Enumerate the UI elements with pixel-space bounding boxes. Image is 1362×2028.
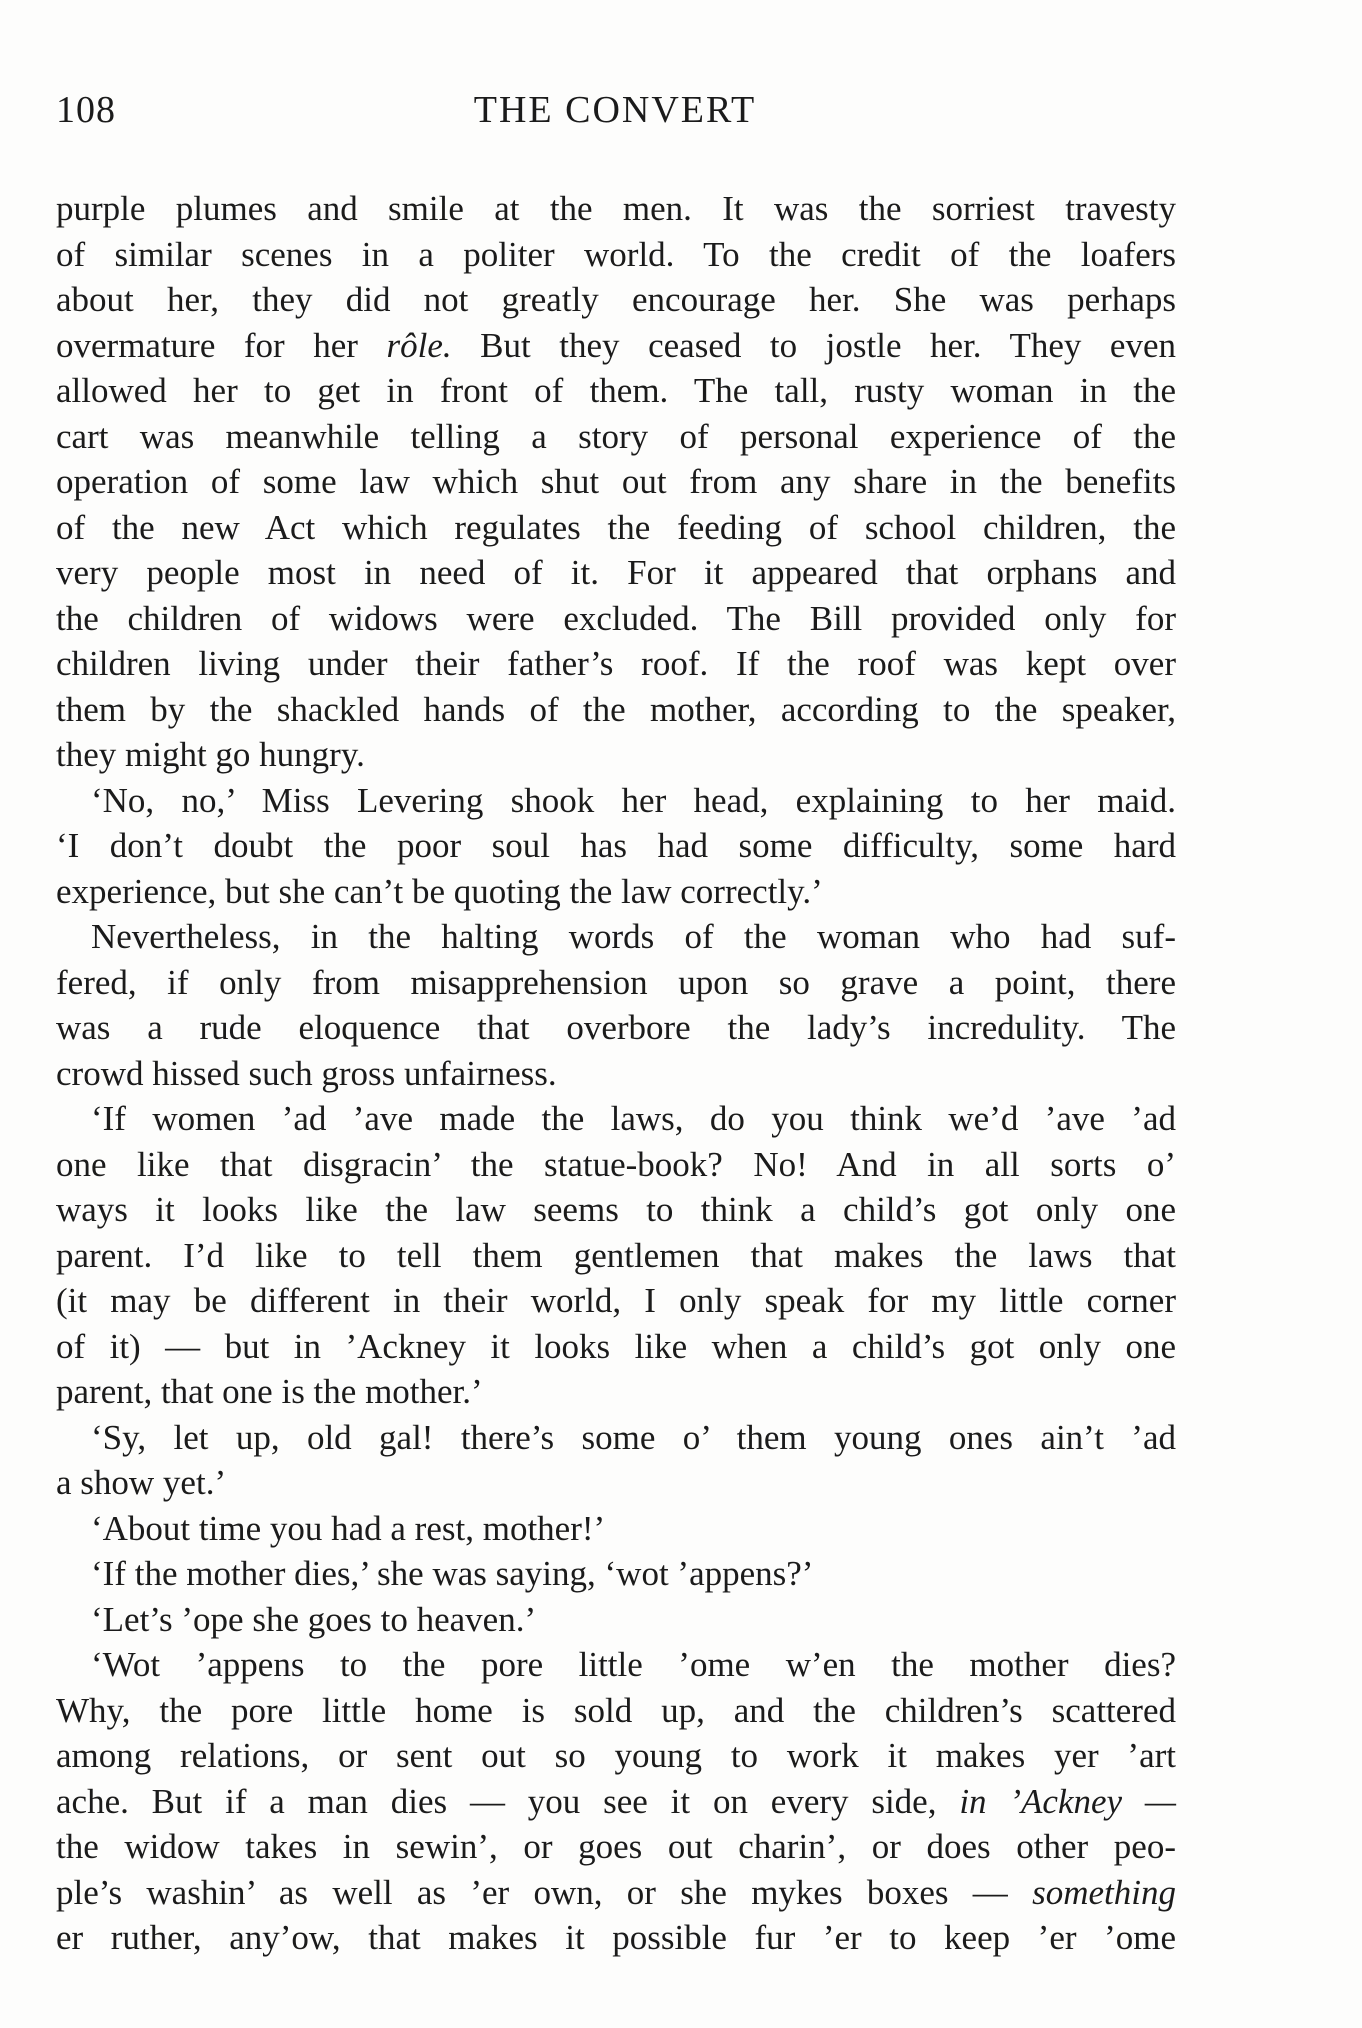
- running-title: THE CONVERT: [473, 89, 757, 131]
- text-segment: ‘Wot ’appens to the pore little ’ome w’en the mother dies?: [91, 1645, 1176, 1684]
- italic-text: in ’Ackney —: [959, 1781, 1176, 1821]
- text-line: [56, 277, 1176, 323]
- text-line: [56, 459, 1176, 505]
- text-segment: very people most in need of it. For it appeared that orphans and: [56, 553, 1176, 592]
- text-segment: cart was meanwhile telling a story of personal experience of the: [56, 416, 1176, 456]
- text-line: [56, 1278, 1176, 1324]
- text-segment: ‘No, no,’ Miss Levering shook her head, explaining to her maid.: [91, 780, 1176, 820]
- text-line: [56, 1415, 1176, 1461]
- text-line: [56, 823, 1176, 869]
- text-segment: ache. But if a man dies — you see it on every side,: [56, 1781, 960, 1821]
- text-segment: the children of widows were excluded. The Bill provided only for: [56, 598, 1176, 638]
- text-line: [56, 1324, 1176, 1370]
- text-line: [56, 1824, 1176, 1870]
- text-segment: crowd hissed such gross unfairness.: [56, 1053, 557, 1093]
- text-line: [56, 505, 1176, 551]
- text-segment: ways it looks like the law seems to think a child’s got only one: [56, 1190, 1176, 1229]
- text-segment: parent. I’d like to tell them gentlemen that makes the laws that: [56, 1235, 1176, 1275]
- text-line: [56, 1142, 1176, 1188]
- text-line: [56, 1915, 1176, 1961]
- text-segment: of similar scenes in a politer world. To the credit of the loafers: [56, 234, 1176, 274]
- text-line: [56, 1642, 1176, 1688]
- text-line: [56, 1733, 1176, 1779]
- text-segment: ‘Sy, let up, old gal! there’s some o’ them young ones ain’t ’ad: [91, 1417, 1176, 1457]
- text-segment: of it) — but in ’Ackney it looks like when a child’s got only one: [56, 1326, 1176, 1366]
- text-segment: about her, they did not greatly encourage her. She was perhaps: [56, 280, 1176, 319]
- text-line: [56, 1187, 1176, 1233]
- text-line: [56, 414, 1176, 460]
- text-segment: a show yet.’: [56, 1463, 227, 1502]
- text-segment: parent, that one is the mother.’: [56, 1372, 483, 1411]
- text-line: [56, 960, 1176, 1006]
- text-line: [56, 550, 1176, 596]
- text-segment: ‘Let’s ’ope she goes to heaven.’: [91, 1599, 537, 1639]
- text-line: [56, 732, 1176, 778]
- text-line: [56, 1688, 1176, 1734]
- text-segment: ple’s washin’ as well as ’er own, or she mykes boxes —: [56, 1872, 1033, 1912]
- text-line: [56, 687, 1176, 733]
- text-line: [56, 1506, 1176, 1552]
- text-segment: ‘I don’t doubt the poor soul has had some difficulty, some hard: [56, 826, 1176, 865]
- text-segment: ‘If the mother dies,’ she was saying, ‘wot ’appens?’: [91, 1554, 814, 1593]
- text-segment: Nevertheless, in the halting words of the woman who had suf-: [91, 917, 1176, 956]
- text-line: [56, 1870, 1176, 1916]
- text-line: [56, 1233, 1176, 1279]
- text-segment: But they ceased to jostle her. They even: [451, 325, 1176, 365]
- text-segment: the widow takes in sewin’, or goes out charin’, or does other peo-: [56, 1827, 1176, 1866]
- text-line: [56, 641, 1176, 687]
- text-segment: they might go hungry.: [56, 735, 365, 774]
- text-line: [56, 323, 1176, 369]
- text-line: [56, 778, 1176, 824]
- text-segment: was a rude eloquence that overbore the lady’s incredulity. The: [56, 1008, 1176, 1047]
- text-segment: children living under their father’s roof. If the roof was kept over: [56, 644, 1176, 683]
- italic-text: something: [1032, 1872, 1176, 1912]
- text-segment: allowed her to get in front of them. The tall, rusty woman in the: [56, 371, 1176, 410]
- text-line: [56, 1779, 1176, 1825]
- text-line: [56, 186, 1176, 232]
- text-line: [56, 1051, 1176, 1097]
- text-line: [56, 869, 1176, 915]
- text-line: [56, 1551, 1176, 1597]
- text-line: [56, 596, 1176, 642]
- text-segment: among relations, or sent out so young to work it makes yer ’art: [56, 1736, 1176, 1775]
- text-segment: operation of some law which shut out from any share in the benefits: [56, 462, 1176, 501]
- text-line: [56, 1460, 1176, 1506]
- text-line: [56, 232, 1176, 278]
- text-segment: overmature for her: [56, 325, 387, 365]
- text-segment: them by the shackled hands of the mother, according to the speaker,: [56, 689, 1176, 729]
- text-line: [56, 368, 1176, 414]
- text-segment: Why, the pore little home is sold up, and the children’s scattered: [56, 1690, 1176, 1730]
- text-line: [56, 914, 1176, 960]
- text-line: [56, 1005, 1176, 1051]
- text-segment: one like that disgracin’ the statue-book? No! And in all sorts o’: [56, 1144, 1176, 1184]
- text-line: [56, 1369, 1176, 1415]
- text-segment: experience, but she can’t be quoting the law correctly.’: [56, 871, 823, 911]
- page-number: 108: [56, 89, 116, 131]
- text-line: [56, 1597, 1176, 1643]
- page-header: [56, 88, 1174, 140]
- text-line: [56, 1096, 1176, 1142]
- text-segment: ‘About time you had a rest, mother!’: [91, 1508, 606, 1548]
- text-segment: purple plumes and smile at the men. It was the sorriest travesty: [56, 189, 1176, 228]
- text-segment: ‘If women ’ad ’ave made the laws, do you think we’d ’ave ’ad: [91, 1099, 1176, 1138]
- body-text: [56, 186, 1176, 1961]
- text-segment: fered, if only from misapprehension upon so grave a point, there: [56, 962, 1176, 1002]
- text-segment: er ruther, any’ow, that makes it possible fur ’er to keep ’er ’ome: [56, 1918, 1176, 1957]
- italic-text: rôle.: [386, 325, 452, 365]
- text-segment: (it may be different in their world, I only speak for my little corner: [56, 1281, 1176, 1320]
- text-segment: of the new Act which regulates the feeding of school children, the: [56, 507, 1176, 547]
